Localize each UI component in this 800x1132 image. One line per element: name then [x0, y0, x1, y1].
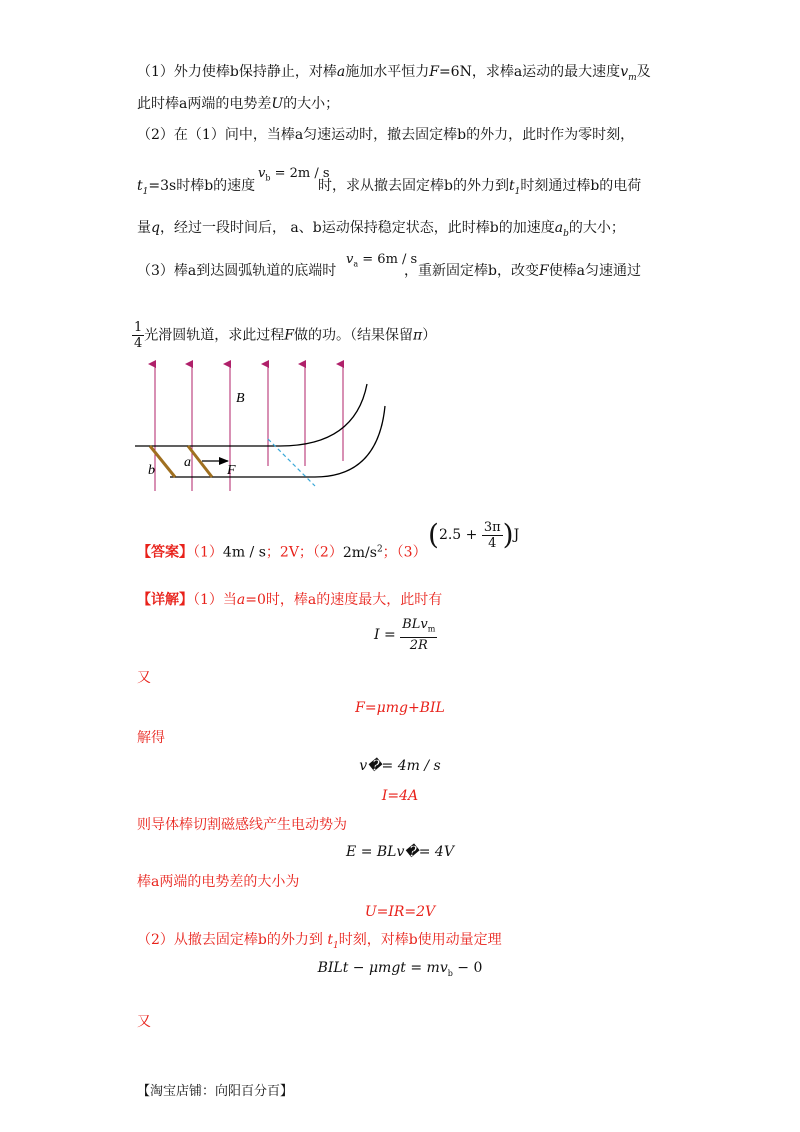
- magnetic-field-lines: [155, 364, 343, 491]
- eq1-fraction: $\frac{BLv_m}{2R}$: [402, 617, 436, 653]
- answer-fraction: $\frac{3\pi}{4}$: [483, 519, 501, 551]
- answer-sep1: ；2V；（2）: [265, 544, 343, 561]
- detail-part2: （2）从撤去固定棒b的外力到 $t_1$时刻，对棒b使用动量定理: [137, 932, 502, 951]
- rails: [135, 384, 385, 477]
- var-vb: v: [258, 166, 266, 181]
- answer-part1: （1）: [193, 544, 223, 561]
- detail-emf-text: 则导体棒切割磁感线产生电动势为: [137, 817, 347, 833]
- detail-pd-text: 棒a两端的电势差的大小为: [137, 874, 300, 890]
- q2-text-7: 的大小；: [568, 220, 625, 236]
- equation-potential-difference: U=IR=2V: [364, 904, 436, 920]
- q2-text-4: 时刻通过棒b的电荷: [520, 178, 642, 194]
- detail-you-1: 又: [137, 670, 151, 686]
- rail-magnetic-field-diagram: [130, 356, 390, 491]
- q3-text-3: 使棒a匀速通过: [548, 263, 642, 279]
- q2-text-1: （2）在（1）问中，当棒a匀速运动时，撤去固定棒b的外力，此时作为零时刻，: [137, 127, 635, 143]
- q1-text-6: 的大小；: [283, 96, 340, 112]
- q1-text-3: =6N，求棒a运动的最大速度: [438, 64, 621, 80]
- answer-line: [137, 539, 427, 563]
- var-a: a: [336, 64, 346, 80]
- var-vm-sub: m: [628, 72, 637, 83]
- detail-p2-a: （2）从撤去固定棒b的外力到: [137, 932, 328, 948]
- detail-intro: [137, 590, 442, 610]
- q2-text-6: ，经过一段时间后， a、b运动保持稳定状态，此时棒b的加速度: [159, 220, 555, 236]
- equation-current: [374, 617, 437, 653]
- detail-p2-b: 时刻，对棒b使用动量定理: [338, 932, 502, 948]
- var-va-sub: a: [353, 259, 359, 269]
- q1-text-5: 此时棒a两端的电势差: [137, 96, 272, 112]
- var-va: v: [346, 252, 354, 267]
- equation-velocity: v�= 4m / s: [359, 758, 441, 774]
- equation-emf: E = BLv�= 4V: [346, 844, 454, 860]
- q3-text-2: ，重新固定棒b，改变: [404, 263, 539, 279]
- var-t1-sub: 1: [142, 186, 149, 197]
- va-value: = 6m / s: [358, 252, 418, 267]
- var-vm: v: [620, 64, 629, 80]
- var-ab-sub: b: [563, 228, 569, 239]
- q3-text-5: 做的功。（结果保留: [294, 327, 413, 344]
- detail-var-t: t: [327, 932, 333, 948]
- question-2-line-3: [137, 218, 625, 244]
- q2-text-5: 量: [137, 220, 151, 236]
- var-ab: a: [554, 220, 564, 236]
- answer-v1: 4m / s: [222, 544, 266, 561]
- q3-text-6: ）: [422, 327, 437, 344]
- var-t1: t: [137, 178, 143, 194]
- var-pi: π: [413, 327, 423, 344]
- q2-text-3: 时，求从撤去固定棒b的外力到: [318, 178, 509, 194]
- answer-sep2: ；（3）: [382, 544, 427, 561]
- question-3-line-2: $\frac{1}{4}$ 光滑圆轨道，求此过程F做的功。（结果保留π）: [134, 320, 437, 351]
- var-q: q: [151, 220, 160, 236]
- answer-work-expression: (2.5 + $\frac{3\pi}{4}$ )J: [428, 518, 520, 551]
- footer-shop: 【淘宝店铺：向阳百分百】: [137, 1084, 294, 1099]
- detail-intro-a: （1）当: [193, 592, 237, 608]
- label-b: b: [148, 463, 155, 478]
- equation-momentum: BILt − $\mu mgt = mv_b - 0$: [317, 960, 483, 978]
- question-1-line-1: [137, 62, 651, 88]
- equation-current-value: I=4A: [381, 788, 419, 804]
- var-F: F: [429, 64, 439, 80]
- detail-tag: 【详解】: [137, 592, 193, 608]
- detail-you-2: 又: [137, 1014, 151, 1030]
- label-F: F: [227, 463, 236, 478]
- question-3-line-1: [137, 261, 336, 281]
- q1-text-1: （1）外力使棒b保持静止，对棒: [137, 64, 337, 80]
- question-2-line-2b: 时，求从撤去固定棒b的外力到$t_1$时刻通过棒b的电荷: [318, 178, 642, 197]
- q3-text-4: 光滑圆轨道，求此过程: [144, 327, 285, 344]
- answer-tag: 【答案】: [137, 544, 193, 561]
- detail-var-a: a: [236, 592, 246, 608]
- label-a: a: [184, 455, 191, 470]
- q1-text-4: 及: [636, 64, 651, 80]
- question-1-line-2: [137, 94, 339, 114]
- fraction-quarter: $\frac{1}{4}$: [134, 320, 143, 351]
- q3-text-1: （3）棒a到达圆弧轨道的底端时: [137, 263, 337, 279]
- upper-rail: [135, 384, 367, 446]
- label-B: B: [236, 391, 245, 406]
- equation-force: F=μmg+BIL: [355, 700, 445, 716]
- question-2-line-1: [137, 125, 634, 145]
- vb-value: = 2m / s: [270, 166, 330, 181]
- eq1-lhs: I =: [374, 626, 401, 643]
- answer-w-a: 2.5 +: [438, 527, 482, 543]
- question-2-line-2: [137, 176, 255, 202]
- var-U: U: [271, 96, 284, 112]
- q1-text-2: 施加水平恒力: [345, 64, 430, 80]
- answer-v2: $2m/s^2$: [342, 544, 383, 561]
- detail-intro-b: =0时，棒a的速度最大，此时有: [245, 592, 443, 608]
- question-3-line-1b: ，重新固定棒b，改变F使棒a匀速通过: [404, 263, 642, 279]
- answer-unit: J: [513, 527, 520, 543]
- q2-text-2: =3s时棒b的速度: [148, 178, 256, 194]
- detail-jiede: 解得: [137, 730, 165, 746]
- var-vb-sub: b: [265, 173, 271, 183]
